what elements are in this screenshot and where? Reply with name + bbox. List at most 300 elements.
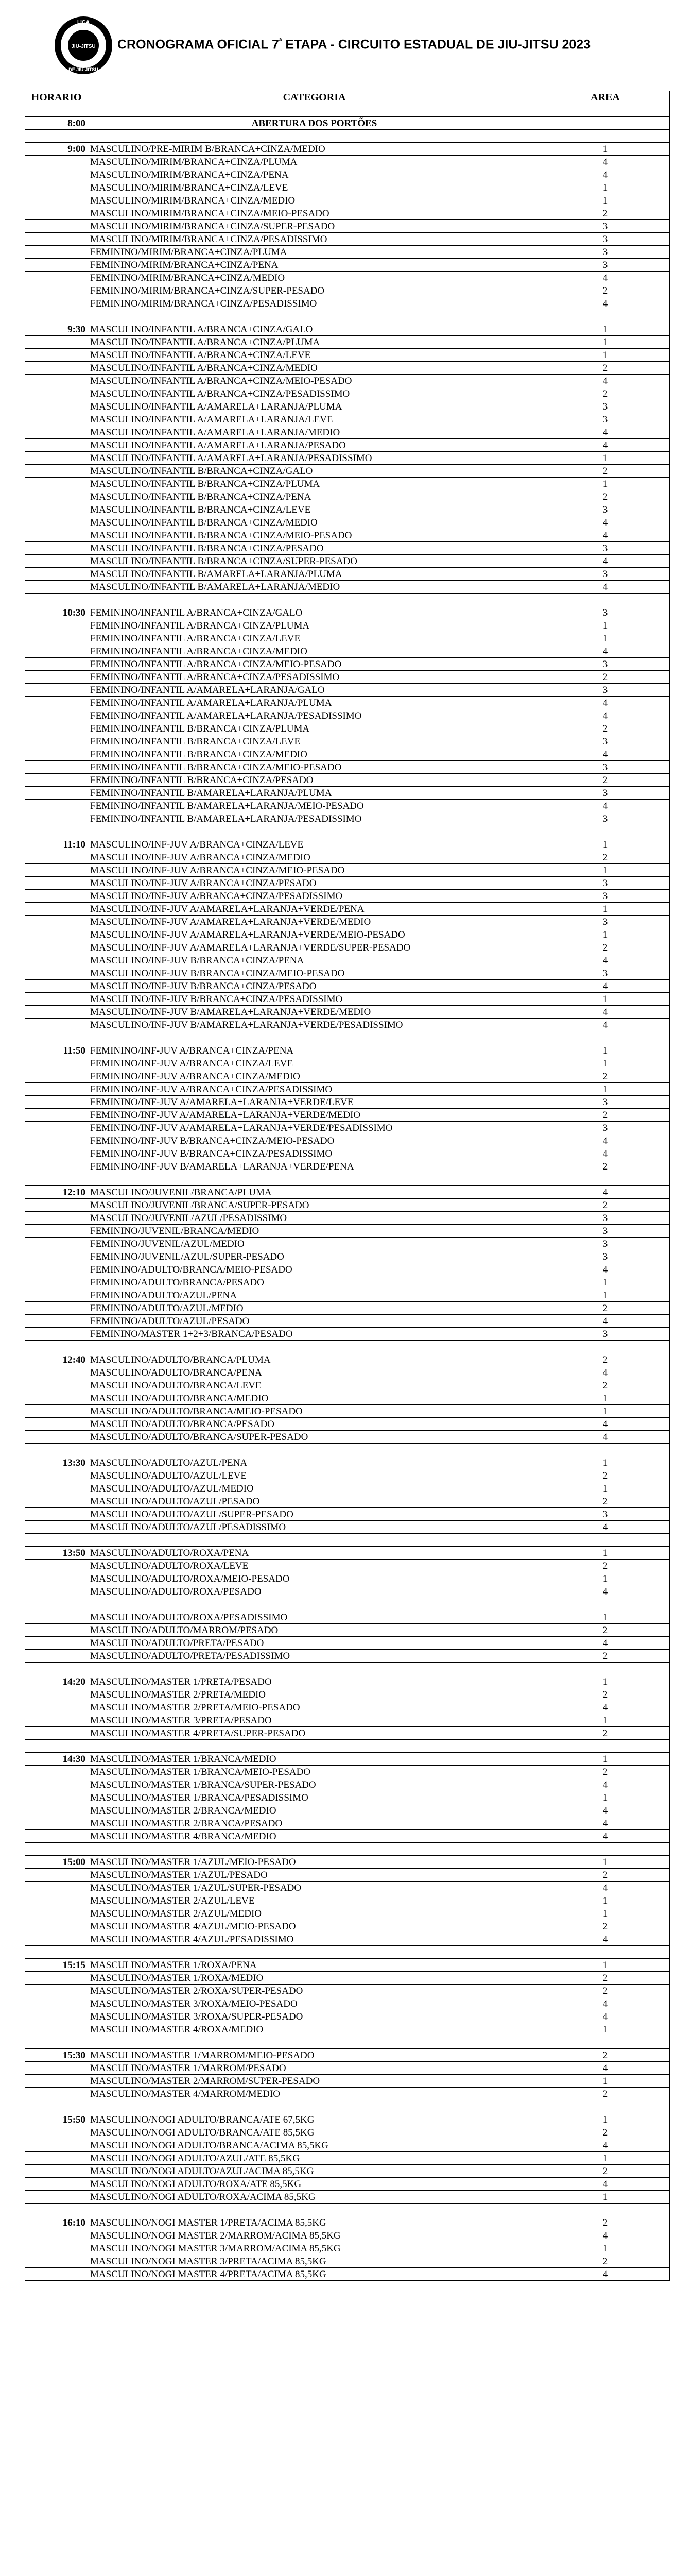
category-cell: MASCULINO/ADULTO/AZUL/PESADISSIMO [88, 1521, 541, 1534]
svg-text:DE JIU-JITSU: DE JIU-JITSU [68, 67, 98, 72]
area-cell: 4 [541, 168, 670, 181]
header-categoria: CATEGORIA [88, 91, 541, 104]
area-cell: 2 [541, 2088, 670, 2100]
category-cell: FEMININO/INFANTIL B/AMARELA+LARANJA/MEIO-PESADO [88, 800, 541, 812]
time-cell [25, 1727, 88, 1740]
category-cell: MASCULINO/INF-JUV A/AMARELA+LARANJA+VERDE/PENA [88, 903, 541, 916]
table-row [25, 1778, 670, 1791]
table-row [25, 1469, 670, 1482]
category-cell: MASCULINO/INFANTIL B/BRANCA+CINZA/SUPER-PESADO [88, 555, 541, 568]
area-cell: 2 [541, 851, 670, 864]
category-cell: FEMININO/ADULTO/BRANCA/PESADO [88, 1276, 541, 1289]
time-cell [25, 1057, 88, 1070]
category-cell: FEMININO/INFANTIL A/BRANCA+CINZA/PESADISSIMO [88, 671, 541, 684]
spacer-cell [88, 825, 541, 838]
time-cell: 15:50 [25, 2113, 88, 2126]
area-cell: 1 [541, 1276, 670, 1289]
time-cell [25, 2165, 88, 2178]
header-area: AREA [541, 91, 670, 104]
table-row [25, 400, 670, 413]
table-row [25, 1328, 670, 1341]
spacer-cell [541, 1341, 670, 1353]
area-cell: 1 [541, 181, 670, 194]
area-cell: 3 [541, 967, 670, 980]
spacer-cell [25, 1444, 88, 1456]
table-row [25, 1186, 670, 1199]
category-cell: MASCULINO/INF-JUV B/BRANCA+CINZA/PENA [88, 954, 541, 967]
time-cell [25, 375, 88, 387]
spacer-cell [541, 1843, 670, 1856]
table-row [25, 1894, 670, 1907]
table-row [25, 1289, 670, 1302]
category-cell: MASCULINO/INFANTIL A/BRANCA+CINZA/LEVE [88, 349, 541, 362]
area-cell: 4 [541, 1997, 670, 2010]
table-row [25, 1611, 670, 1624]
category-cell: MASCULINO/ADULTO/AZUL/PESADO [88, 1495, 541, 1508]
time-cell [25, 2178, 88, 2191]
table-row [25, 2113, 670, 2126]
time-cell [25, 1804, 88, 1817]
category-cell: MASCULINO/NOGI ADULTO/BRANCA/ATE 85,5KG [88, 2126, 541, 2139]
time-cell [25, 709, 88, 722]
area-cell: 2 [541, 1353, 670, 1366]
time-cell [25, 478, 88, 490]
area-cell: 2 [541, 1920, 670, 1933]
category-cell: FEMININO/JUVENIL/BRANCA/MEDIO [88, 1225, 541, 1238]
category-cell: MASCULINO/NOGI MASTER 2/MARROM/ACIMA 85,5KG [88, 2229, 541, 2242]
area-cell: 1 [541, 838, 670, 851]
spacer-cell [541, 594, 670, 606]
area-cell: 4 [541, 1701, 670, 1714]
category-cell: MASCULINO/MASTER 1/ROXA/MEDIO [88, 1972, 541, 1985]
time-cell [25, 1585, 88, 1598]
time-cell [25, 954, 88, 967]
area-cell: 1 [541, 1753, 670, 1766]
category-cell: MASCULINO/NOGI ADULTO/AZUL/ATE 85,5KG [88, 2152, 541, 2165]
category-cell: MASCULINO/MASTER 3/PRETA/PESADO [88, 1714, 541, 1727]
area-cell: 3 [541, 1508, 670, 1521]
area-cell: 3 [541, 542, 670, 555]
table-row [25, 168, 670, 181]
table-row [25, 1392, 670, 1405]
time-cell [25, 1572, 88, 1585]
category-cell: MASCULINO/INFANTIL B/BRANCA+CINZA/LEVE [88, 503, 541, 516]
category-cell: MASCULINO/ADULTO/AZUL/MEDIO [88, 1482, 541, 1495]
area-cell: 2 [541, 1560, 670, 1572]
area-cell: 3 [541, 1238, 670, 1250]
table-row [25, 1933, 670, 1946]
table-row [25, 2088, 670, 2100]
category-cell: MASCULINO/MASTER 2/AZUL/MEDIO [88, 1907, 541, 1920]
area-cell: 2 [541, 1199, 670, 1212]
schedule-body [25, 104, 670, 2281]
time-cell [25, 1160, 88, 1173]
table-row [25, 890, 670, 903]
area-cell: 1 [541, 349, 670, 362]
time-cell [25, 1997, 88, 2010]
category-cell: FEMININO/INFANTIL B/BRANCA+CINZA/MEIO-PESADO [88, 761, 541, 774]
time-cell [25, 1225, 88, 1238]
spacer-row [25, 2036, 670, 2049]
table-row [25, 1212, 670, 1225]
category-cell: MASCULINO/MASTER 2/AZUL/LEVE [88, 1894, 541, 1907]
category-cell: FEMININO/INF-JUV B/AMARELA+LARANJA+VERDE/PENA [88, 1160, 541, 1173]
spacer-row [25, 1740, 670, 1753]
document-title: CRONOGRAMA OFICIAL $7^ª$ ETAPA - CIRCUITO ESTADUAL DE JIU-JITSU 2023 [117, 37, 591, 52]
time-cell [25, 1250, 88, 1263]
table-row [25, 903, 670, 916]
category-cell: FEMININO/INF-JUV A/BRANCA+CINZA/MEDIO [88, 1070, 541, 1083]
table-row [25, 1650, 670, 1663]
table-row [25, 1109, 670, 1122]
time-cell [25, 297, 88, 310]
category-cell: ABERTURA DOS PORTÕES [88, 117, 541, 130]
time-cell [25, 2088, 88, 2100]
table-row [25, 1238, 670, 1250]
category-cell: MASCULINO/INF-JUV A/BRANCA+CINZA/PESADO [88, 877, 541, 890]
area-cell: 2 [541, 465, 670, 478]
time-cell [25, 684, 88, 697]
category-cell: MASCULINO/INFANTIL B/BRANCA+CINZA/PENA [88, 490, 541, 503]
time-cell [25, 1830, 88, 1843]
table-row [25, 516, 670, 529]
spacer-cell [88, 1173, 541, 1186]
time-cell [25, 1083, 88, 1096]
category-cell: MASCULINO/MIRIM/BRANCA+CINZA/PENA [88, 168, 541, 181]
category-cell: MASCULINO/MASTER 1/BRANCA/SUPER-PESADO [88, 1778, 541, 1791]
time-cell [25, 774, 88, 787]
spacer-cell [541, 1946, 670, 1959]
table-row [25, 387, 670, 400]
area-cell: 4 [541, 1933, 670, 1946]
time-cell: 13:30 [25, 1456, 88, 1469]
table-row [25, 284, 670, 297]
area-cell: 4 [541, 555, 670, 568]
area-cell: 3 [541, 220, 670, 233]
time-cell [25, 259, 88, 272]
time-cell [25, 1238, 88, 1250]
table-row [25, 2216, 670, 2229]
table-row [25, 2139, 670, 2152]
area-cell: 4 [541, 2062, 670, 2075]
area-cell: 1 [541, 143, 670, 156]
spacer-cell [88, 130, 541, 143]
table-row [25, 1985, 670, 1997]
area-cell: 1 [541, 478, 670, 490]
spacer-cell [25, 104, 88, 117]
table-row [25, 774, 670, 787]
time-cell [25, 1405, 88, 1418]
table-row [25, 143, 670, 156]
spacer-cell [88, 104, 541, 117]
area-cell: 2 [541, 1469, 670, 1482]
time-cell [25, 1791, 88, 1804]
category-cell: FEMININO/INF-JUV A/BRANCA+CINZA/PESADISSIMO [88, 1083, 541, 1096]
spacer-cell [541, 825, 670, 838]
category-cell: MASCULINO/MASTER 1/MARROM/MEIO-PESADO [88, 2049, 541, 2062]
category-cell: MASCULINO/ADULTO/AZUL/SUPER-PESADO [88, 1508, 541, 1521]
table-row [25, 838, 670, 851]
table-row [25, 1057, 670, 1070]
time-cell [25, 2139, 88, 2152]
time-cell: 13:50 [25, 1547, 88, 1560]
category-cell: MASCULINO/MASTER 1/ROXA/PENA [88, 1959, 541, 1972]
area-cell: 1 [541, 1791, 670, 1804]
table-row [25, 529, 670, 542]
spacer-cell [88, 1341, 541, 1353]
area-cell: 1 [541, 903, 670, 916]
category-cell: MASCULINO/MASTER 2/MARROM/SUPER-PESADO [88, 2075, 541, 2088]
time-cell [25, 1006, 88, 1019]
table-row [25, 1727, 670, 1740]
category-cell: FEMININO/INFANTIL B/BRANCA+CINZA/PESADO [88, 774, 541, 787]
time-cell [25, 542, 88, 555]
time-cell [25, 529, 88, 542]
area-cell: 4 [541, 1521, 670, 1534]
category-cell: FEMININO/JUVENIL/AZUL/SUPER-PESADO [88, 1250, 541, 1263]
time-cell [25, 1933, 88, 1946]
time-cell [25, 787, 88, 800]
time-cell [25, 349, 88, 362]
category-cell: FEMININO/ADULTO/AZUL/MEDIO [88, 1302, 541, 1315]
spacer-cell [88, 1031, 541, 1044]
category-cell: MASCULINO/INF-JUV A/AMARELA+LARANJA+VERDE/MEDIO [88, 916, 541, 928]
time-cell [25, 387, 88, 400]
category-cell: MASCULINO/NOGI ADULTO/AZUL/ACIMA 85,5KG [88, 2165, 541, 2178]
table-row [25, 413, 670, 426]
spacer-row [25, 1031, 670, 1044]
table-row [25, 207, 670, 220]
area-cell: 2 [541, 1495, 670, 1508]
category-cell: MASCULINO/ADULTO/ROXA/PESADO [88, 1585, 541, 1598]
time-cell: 9:30 [25, 323, 88, 336]
time-cell [25, 439, 88, 452]
time-cell [25, 233, 88, 246]
time-cell [25, 2191, 88, 2204]
time-cell [25, 1624, 88, 1637]
table-row [25, 246, 670, 259]
category-cell: FEMININO/MIRIM/BRANCA+CINZA/MEDIO [88, 272, 541, 284]
category-cell: MASCULINO/MASTER 1/PRETA/PESADO [88, 1675, 541, 1688]
category-cell: MASCULINO/ADULTO/BRANCA/LEVE [88, 1379, 541, 1392]
area-cell: 3 [541, 761, 670, 774]
time-cell [25, 426, 88, 439]
category-cell: MASCULINO/MIRIM/BRANCA+CINZA/MEDIO [88, 194, 541, 207]
category-cell: MASCULINO/ADULTO/BRANCA/PLUMA [88, 1353, 541, 1366]
area-cell: 1 [541, 1456, 670, 1469]
table-row [25, 1869, 670, 1882]
spacer-cell [541, 104, 670, 117]
spacer-row [25, 130, 670, 143]
category-cell: MASCULINO/MASTER 4/BRANCA/MEDIO [88, 1830, 541, 1843]
time-cell [25, 1637, 88, 1650]
table-row [25, 877, 670, 890]
spacer-cell [88, 310, 541, 323]
area-cell: 2 [541, 1070, 670, 1083]
table-row [25, 2075, 670, 2088]
spacer-row [25, 310, 670, 323]
category-cell: MASCULINO/INFANTIL A/AMARELA+LARANJA/MEDIO [88, 426, 541, 439]
time-cell [25, 555, 88, 568]
area-cell: 2 [541, 1727, 670, 1740]
table-row [25, 2191, 670, 2204]
table-row [25, 1353, 670, 1366]
category-cell: MASCULINO/MASTER 1/BRANCA/PESADISSIMO [88, 1791, 541, 1804]
category-cell: MASCULINO/INFANTIL A/BRANCA+CINZA/PLUMA [88, 336, 541, 349]
time-cell [25, 916, 88, 928]
category-cell: MASCULINO/ADULTO/BRANCA/PENA [88, 1366, 541, 1379]
table-row [25, 2268, 670, 2281]
time-cell [25, 632, 88, 645]
area-cell: 2 [541, 722, 670, 735]
category-cell: MASCULINO/ADULTO/ROXA/PENA [88, 1547, 541, 1560]
area-cell: 1 [541, 864, 670, 877]
time-cell [25, 516, 88, 529]
category-cell: FEMININO/INF-JUV A/AMARELA+LARANJA+VERDE/LEVE [88, 1096, 541, 1109]
area-cell: 3 [541, 877, 670, 890]
category-cell: MASCULINO/INFANTIL B/BRANCA+CINZA/PESADO [88, 542, 541, 555]
table-row [25, 2229, 670, 2242]
category-cell: MASCULINO/MIRIM/BRANCA+CINZA/PLUMA [88, 156, 541, 168]
time-cell [25, 207, 88, 220]
category-cell: MASCULINO/INF-JUV A/BRANCA+CINZA/LEVE [88, 838, 541, 851]
spacer-cell [541, 2100, 670, 2113]
category-cell: FEMININO/MIRIM/BRANCA+CINZA/PESADISSIMO [88, 297, 541, 310]
area-cell: 4 [541, 529, 670, 542]
spacer-cell [541, 2036, 670, 2049]
spacer-cell [541, 1444, 670, 1456]
area-cell: 4 [541, 1882, 670, 1894]
area-cell: 4 [541, 2178, 670, 2191]
time-cell [25, 1263, 88, 1276]
spacer-row [25, 825, 670, 838]
area-cell: 4 [541, 954, 670, 967]
area-cell: 1 [541, 2152, 670, 2165]
table-row [25, 542, 670, 555]
spacer-cell [25, 1534, 88, 1547]
table-row [25, 1830, 670, 1843]
area-cell: 4 [541, 980, 670, 993]
category-cell: MASCULINO/INF-JUV B/AMARELA+LARANJA+VERDE/MEDIO [88, 1006, 541, 1019]
time-cell [25, 697, 88, 709]
table-row [25, 2023, 670, 2036]
category-cell: FEMININO/INF-JUV A/AMARELA+LARANJA+VERDE/PESADISSIMO [88, 1122, 541, 1134]
table-row [25, 800, 670, 812]
table-row [25, 684, 670, 697]
spacer-cell [88, 2036, 541, 2049]
area-cell: 3 [541, 787, 670, 800]
table-row [25, 156, 670, 168]
area-cell: 1 [541, 1083, 670, 1096]
spacer-cell [88, 1534, 541, 1547]
time-cell [25, 2268, 88, 2281]
table-row [25, 993, 670, 1006]
table-row [25, 787, 670, 800]
table-row [25, 1147, 670, 1160]
area-cell: 3 [541, 684, 670, 697]
category-cell: MASCULINO/INF-JUV B/BRANCA+CINZA/MEIO-PESADO [88, 967, 541, 980]
time-cell: 16:10 [25, 2216, 88, 2229]
table-row [25, 1482, 670, 1495]
table-row [25, 503, 670, 516]
area-cell: 2 [541, 1109, 670, 1122]
table-row [25, 619, 670, 632]
spacer-cell [88, 594, 541, 606]
time-cell [25, 1495, 88, 1508]
time-cell [25, 761, 88, 774]
category-cell: FEMININO/JUVENIL/AZUL/MEDIO [88, 1238, 541, 1250]
area-cell: 3 [541, 503, 670, 516]
spacer-cell [88, 1740, 541, 1753]
time-cell [25, 1070, 88, 1083]
category-cell: MASCULINO/MIRIM/BRANCA+CINZA/LEVE [88, 181, 541, 194]
area-cell: 4 [541, 1263, 670, 1276]
time-cell: 15:30 [25, 2049, 88, 2062]
area-cell: 4 [541, 439, 670, 452]
area-cell: 4 [541, 1186, 670, 1199]
area-cell: 4 [541, 1637, 670, 1650]
time-cell [25, 619, 88, 632]
category-cell: MASCULINO/INF-JUV A/BRANCA+CINZA/PESADISSIMO [88, 890, 541, 903]
category-cell: MASCULINO/ADULTO/BRANCA/SUPER-PESADO [88, 1431, 541, 1444]
area-cell: 4 [541, 2268, 670, 2281]
time-cell [25, 928, 88, 941]
time-cell: 10:30 [25, 606, 88, 619]
table-row [25, 1495, 670, 1508]
table-row [25, 1019, 670, 1031]
spacer-cell [25, 2036, 88, 2049]
area-cell: 3 [541, 246, 670, 259]
table-row [25, 1521, 670, 1534]
spacer-cell [541, 1740, 670, 1753]
table-row [25, 490, 670, 503]
table-row [25, 194, 670, 207]
area-cell: 2 [541, 1766, 670, 1778]
table-row [25, 2010, 670, 2023]
area-cell: 1 [541, 619, 670, 632]
table-row [25, 1431, 670, 1444]
area-cell: 2 [541, 490, 670, 503]
svg-text:JIU-JITSU: JIU-JITSU [71, 44, 96, 49]
table-row [25, 1122, 670, 1134]
time-cell: 8:00 [25, 117, 88, 130]
spacer-cell [88, 1663, 541, 1675]
area-cell: 4 [541, 697, 670, 709]
table-row [25, 735, 670, 748]
category-cell: MASCULINO/MASTER 1/AZUL/PESADO [88, 1869, 541, 1882]
time-cell [25, 1972, 88, 1985]
table-row [25, 1366, 670, 1379]
category-cell: MASCULINO/MASTER 1/AZUL/MEIO-PESADO [88, 1856, 541, 1869]
table-row [25, 323, 670, 336]
area-cell: 3 [541, 606, 670, 619]
time-cell: 15:15 [25, 1959, 88, 1972]
time-cell [25, 722, 88, 735]
category-cell: MASCULINO/INF-JUV B/AMARELA+LARANJA+VERDE/PESADISSIMO [88, 1019, 541, 1031]
category-cell: MASCULINO/ADULTO/ROXA/MEIO-PESADO [88, 1572, 541, 1585]
time-cell [25, 1521, 88, 1534]
spacer-cell [541, 2204, 670, 2216]
area-cell: 4 [541, 748, 670, 761]
time-cell [25, 645, 88, 658]
area-cell: 3 [541, 916, 670, 928]
table-row [25, 259, 670, 272]
table-row [25, 851, 670, 864]
area-cell: 1 [541, 1907, 670, 1920]
table-row [25, 709, 670, 722]
category-cell: FEMININO/INFANTIL A/BRANCA+CINZA/LEVE [88, 632, 541, 645]
table-row [25, 1637, 670, 1650]
